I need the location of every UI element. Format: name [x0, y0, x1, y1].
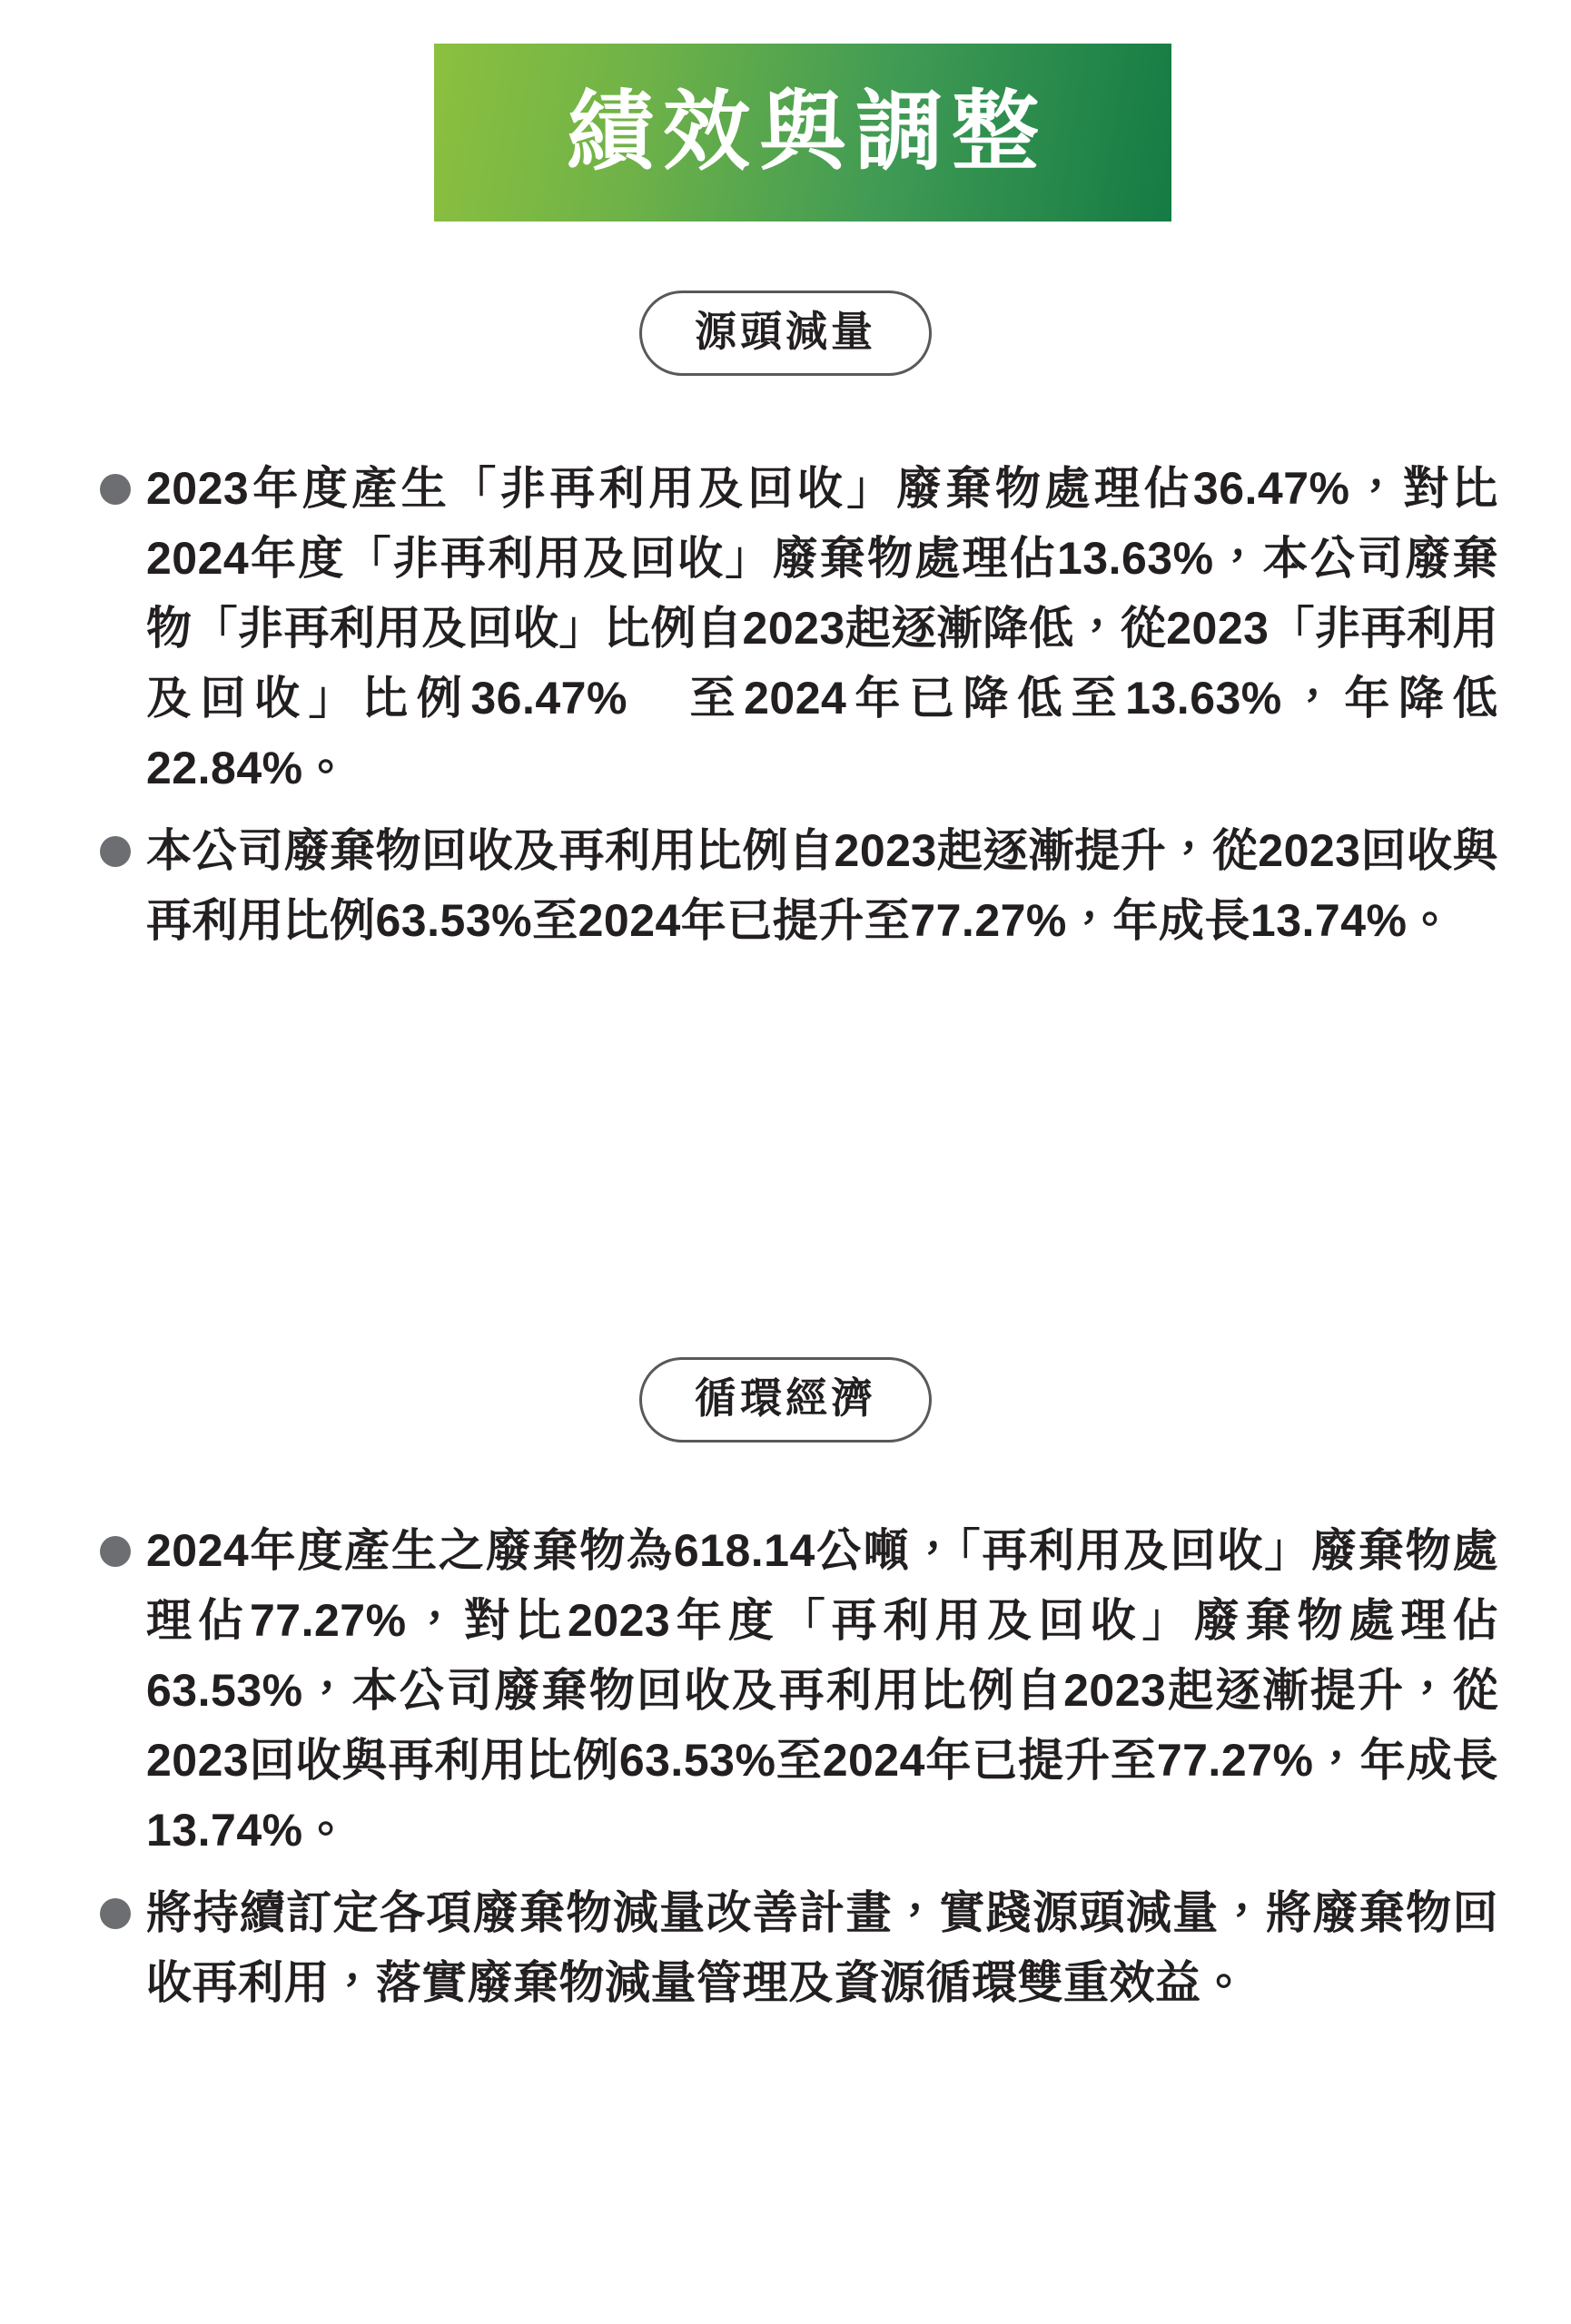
section-label-row-source-reduction: [0, 290, 1571, 376]
section-label-row-circular-economy: [0, 1357, 1571, 1443]
bullet-list-circular-economy: [100, 1516, 1498, 2031]
section-label-circular-economy: 循環經濟: [639, 1357, 932, 1443]
list-item: [100, 1878, 1498, 2018]
page-title: 績效與調整: [567, 84, 1048, 181]
list-item: [100, 1516, 1498, 1866]
list-item-text: 將持續訂定各項廢棄物減量改善計畫，實踐源頭減量，將廢棄物回收再利用，落實廢棄物減量管理及資源循環雙重效益。: [146, 1887, 1498, 2008]
bullet-list-source-reduction: [100, 454, 1498, 969]
list-item-text: 本公司廢棄物回收及再利用比例自2023起逐漸提升，從2023回收與再利用比例63.53%至2024年已提升至77.27%，年成長13.74%。: [146, 825, 1498, 946]
list-item: [100, 816, 1498, 956]
section-label-source-reduction: 源頭減量: [639, 290, 932, 376]
bullet-dot-icon: [100, 1898, 131, 1929]
section-header-banner: [434, 44, 1171, 222]
list-item-text: 2024年度產生之廢棄物為618.14公噸，「再利用及回收」廢棄物處理佔77.27%，對比2023年度「再利用及回收」廢棄物處理佔63.53%，本公司廢棄物回收及再利用比例自2023起逐漸提升，從2023回收與再利用比例63.53%至2024年已提升至77.27%，年成長13.74%。: [146, 1525, 1498, 1856]
list-item-text: 2023年度產生「非再利用及回收」廢棄物處理佔36.47%，對比2024年度「非再利用及回收」廢棄物處理佔13.63%，本公司廢棄物「非再利用及回收」比例自2023起逐漸降低，從2023「非再利用及回收」比例36.47% 至2024年已降低至13.63%，年降低22.84%。: [146, 463, 1498, 793]
bullet-dot-icon: [100, 1536, 131, 1567]
list-item: [100, 454, 1498, 803]
bullet-dot-icon: [100, 836, 131, 867]
bullet-dot-icon: [100, 474, 131, 505]
